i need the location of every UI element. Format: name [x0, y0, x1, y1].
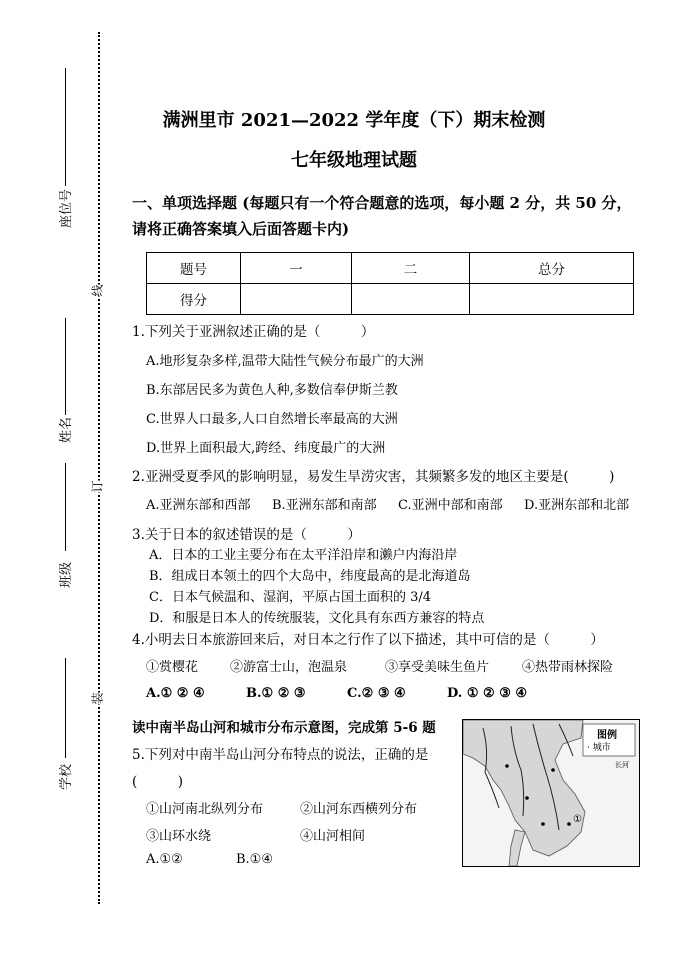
- q4-item-3: ③享受美味生鱼片: [385, 660, 490, 675]
- score-input-total[interactable]: [470, 284, 634, 315]
- score-table-header-row: [147, 253, 634, 284]
- exam-subtitle: 七年级地理试题: [291, 150, 417, 171]
- q5-item-3: ③山环水绕: [146, 829, 212, 844]
- q3-stem: 3.关于日本的叙述错误的是（ ）: [132, 527, 361, 543]
- city-dot: [551, 768, 555, 772]
- q4-item-1: ①赏樱花: [146, 660, 199, 675]
- binding-mark-xian: 线: [90, 284, 105, 297]
- q4-option-a[interactable]: A.① ② ④: [146, 686, 205, 701]
- indochina-map: [462, 719, 640, 867]
- q3-option-b[interactable]: B．组成日本领土的四个大岛中，纬度最高的是北海道岛: [149, 569, 471, 584]
- malay-peninsula: [509, 830, 525, 866]
- q3-option-c[interactable]: C．日本气候温和、湿润，平原占国土面积的 3/4: [149, 590, 432, 605]
- section-heading-line2: 请将正确答案填入后面答题卡内): [132, 220, 350, 238]
- score-cell-section1: 一: [241, 253, 352, 284]
- class-label: 班级: [59, 561, 74, 588]
- q4-option-c[interactable]: C.② ③ ④: [347, 686, 406, 701]
- city-dot: [525, 796, 529, 800]
- q2-option-d[interactable]: D.亚洲东部和北部: [524, 498, 630, 513]
- q1-option-b[interactable]: B.东部居民多为黄色人种,多数信奉伊斯兰教: [146, 383, 398, 398]
- legend-city: · 城市: [587, 743, 611, 753]
- q2-stem: 2.亚洲受夏季风的影响明显，易发生旱涝灾害，其频繁多发的地区主要是( ): [132, 469, 615, 485]
- indochina-map-drawing: [463, 720, 639, 866]
- binding-mark-ding: 订: [90, 480, 105, 493]
- section-heading-line1: 一、单项选择题 (每题只有一个符合题意的选项，每小题 2 分，共 50 分，: [132, 194, 632, 212]
- q2-option-c[interactable]: C.亚洲中部和南部: [398, 498, 503, 513]
- city-dot: [541, 822, 545, 826]
- seat-number-label: 座位号: [59, 188, 74, 228]
- q4-option-b[interactable]: B.① ② ③: [246, 686, 306, 701]
- q4-option-d[interactable]: D. ① ② ③ ④: [447, 686, 528, 701]
- city-dot: [567, 822, 571, 826]
- q1-option-d[interactable]: D.世界上面积最大,跨经、纬度最广的大洲: [146, 441, 386, 456]
- score-table: [146, 252, 634, 315]
- binding-mark-zhuang: 装: [90, 692, 105, 705]
- exam-title: 满洲里市 2021—2022 学年度（下）期末检测: [162, 110, 546, 131]
- score-input-section2[interactable]: [352, 284, 470, 315]
- q5-item-1: ①山河南北纵列分布: [146, 802, 264, 817]
- q1-option-c[interactable]: C.世界人口最多,人口自然增长率最高的大洲: [146, 412, 398, 427]
- q5-option-b[interactable]: B.①④: [236, 852, 273, 867]
- school-label: 学校: [59, 763, 74, 790]
- q1-stem: 1.下列关于亚洲叙述正确的是（ ）: [132, 324, 375, 340]
- score-cell-section2: 二: [352, 253, 470, 284]
- score-cell-label: 题号: [147, 253, 241, 284]
- map-label-1: ①: [573, 814, 582, 825]
- q4-stem: 4.小明去日本旅游回来后，对日本之行作了以下描述，其中可信的是（ ）: [132, 632, 604, 648]
- q5-option-a[interactable]: A.①②: [146, 852, 183, 867]
- map-label-river: 长河: [615, 761, 629, 769]
- city-dot: [505, 764, 509, 768]
- score-table-score-row: [147, 284, 634, 315]
- reading-prompt: 读中南半岛山河和城市分布示意图，完成第 5-6 题: [132, 720, 436, 736]
- q5-blank: ( ): [132, 774, 184, 790]
- q3-option-a[interactable]: A．日本的工业主要分布在太平洋沿岸和濑户内海沿岸: [149, 548, 458, 563]
- name-line: [65, 318, 66, 415]
- q5-item-2: ②山河东西横列分布: [300, 802, 418, 817]
- q4-item-4: ④热带雨林探险: [522, 660, 614, 675]
- q2-option-a[interactable]: A.亚洲东部和西部: [146, 498, 251, 513]
- q2-option-b[interactable]: B.亚洲东部和南部: [272, 498, 377, 513]
- score-cell-total: 总分: [470, 253, 634, 284]
- name-label: 姓名: [59, 416, 74, 443]
- score-input-section1[interactable]: [241, 284, 352, 315]
- q5-stem: 5.下列对中南半岛山河分布特点的说法，正确的是: [132, 747, 429, 763]
- school-line: [65, 658, 66, 758]
- q4-item-2: ②游富士山，泡温泉: [230, 660, 348, 675]
- q1-option-a[interactable]: A.地形复杂多样,温带大陆性气候分布最广的大洲: [146, 354, 424, 369]
- class-line: [65, 463, 66, 551]
- legend-title: 图例: [597, 730, 617, 741]
- q3-option-d[interactable]: D．和服是日本人的传统服装，文化具有东西方兼容的特点: [149, 611, 485, 626]
- score-cell-score-label: 得分: [147, 284, 241, 315]
- q5-item-4: ④山河相间: [300, 829, 366, 844]
